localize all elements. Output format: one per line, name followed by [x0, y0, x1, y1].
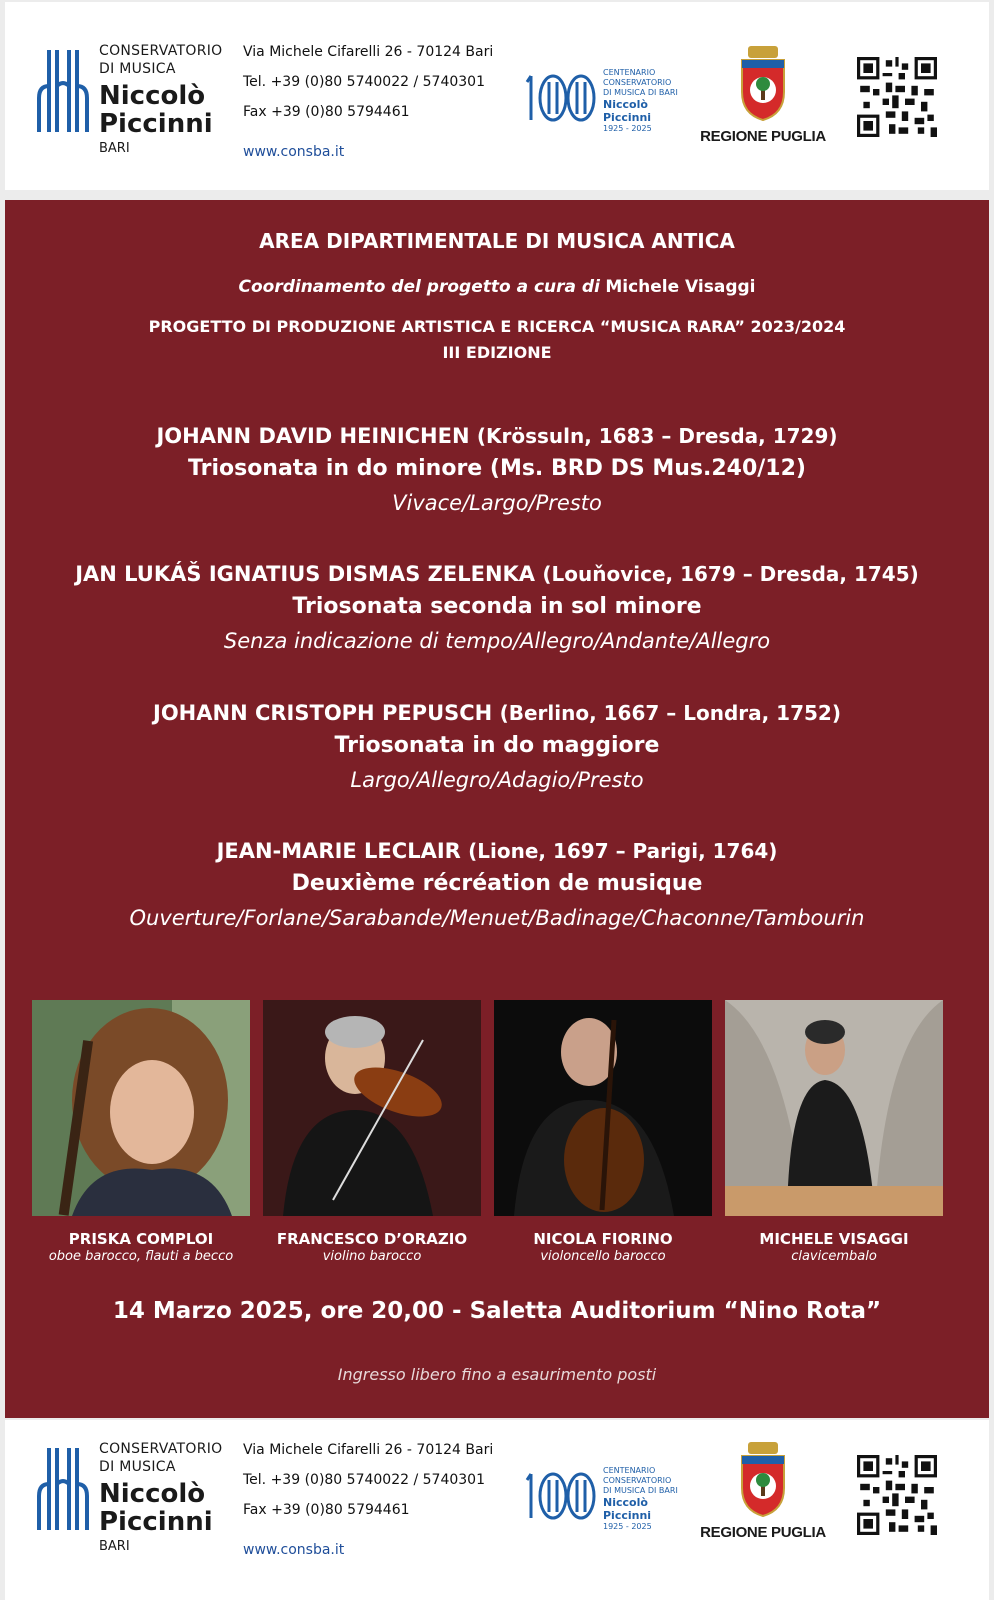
centenary-line5: Piccinni	[603, 111, 652, 124]
regione-label: REGIONE PUGLIA	[700, 128, 826, 145]
coordination-line	[5, 277, 989, 297]
header-bottom	[5, 1420, 989, 1600]
musician-card	[32, 1000, 250, 1264]
entry-note: Ingresso libero fino a esaurimento posti	[337, 1365, 657, 1384]
composer-name: JAN LUKÁŠ IGNATIUS DISMAS ZELENKA	[75, 562, 536, 586]
conservatorio-logo	[35, 1440, 235, 1554]
telephone: Tel. +39 (0)80 5740022 / 5740301	[243, 74, 485, 90]
musician-name: FRANCESCO D’ORAZIO	[276, 1230, 468, 1248]
logo-line5: BARI	[99, 141, 130, 156]
centenary-years: 1925 - 2025	[603, 124, 652, 133]
regione-label: REGIONE PUGLIA	[700, 1524, 826, 1541]
musician-card	[494, 1000, 712, 1264]
centenary-line3: DI MUSICA DI BARI	[603, 88, 678, 97]
regione-crest-icon	[738, 44, 788, 122]
regione-puglia-logo	[697, 1440, 829, 1555]
coordinator-name: Michele Visaggi	[605, 277, 756, 297]
centenary-100-icon	[525, 68, 599, 126]
centenary-line1: CENTENARIO	[603, 68, 656, 77]
musician-photo-michele	[725, 1000, 943, 1216]
logo-line3: Niccolò	[99, 1479, 206, 1509]
centenary-100-icon	[525, 1466, 599, 1524]
musician-photo-priska	[32, 1000, 250, 1216]
musician-role: violino barocco	[322, 1249, 422, 1264]
centenary-line3: DI MUSICA DI BARI	[603, 1486, 678, 1495]
centenary-line4: Niccolò	[603, 98, 648, 111]
poster-body	[5, 200, 989, 1418]
centenary-years: 1925 - 2025	[603, 1522, 652, 1531]
fax: Fax +39 (0)80 5794461	[243, 1502, 410, 1518]
program-item	[5, 420, 989, 520]
piece-title: Triosonata in do minore (Ms. BRD DS Mus.240/12)	[188, 456, 806, 481]
fax: Fax +39 (0)80 5794461	[243, 104, 410, 120]
logo-line1: CONSERVATORIO	[99, 43, 223, 59]
project-title	[5, 314, 989, 366]
regione-puglia-logo	[697, 44, 829, 159]
qr-code-icon[interactable]	[857, 1455, 937, 1535]
logo-line2: DI MUSICA	[99, 61, 176, 77]
piece-movements: Ouverture/Forlane/Sarabande/Menuet/Badinage/Chaconne/Tambourin	[129, 906, 865, 930]
program-item	[5, 835, 989, 935]
header-top	[5, 2, 989, 190]
centenary-line5: Piccinni	[603, 1509, 652, 1522]
organ-pipes-icon	[35, 1444, 93, 1534]
contact-block	[243, 40, 493, 170]
regione-crest-icon	[738, 1440, 788, 1518]
centenary-line4: Niccolò	[603, 1496, 648, 1509]
composer-dates: (Berlino, 1667 – Londra, 1752)	[499, 701, 841, 725]
centenary-line2: CONSERVATORIO	[603, 78, 672, 87]
piece-movements: Senza indicazione di tempo/Allegro/Andante/Allegro	[223, 629, 771, 653]
address: Via Michele Cifarelli 26 - 70124 Bari	[243, 1442, 494, 1458]
department-title: AREA DIPARTIMENTALE DI MUSICA ANTICA	[259, 229, 735, 253]
contact-block	[243, 1438, 493, 1568]
logo-line5: BARI	[99, 1539, 130, 1554]
musician-photo-nicola	[494, 1000, 712, 1216]
musician-photo-francesco	[263, 1000, 481, 1216]
logo-line4: Piccinni	[99, 109, 213, 139]
musician-name: MICHELE VISAGGI	[759, 1230, 909, 1248]
musician-name: NICOLA FIORINO	[533, 1230, 673, 1248]
composer-dates: (Krössuln, 1683 – Dresda, 1729)	[476, 424, 838, 448]
centenary-logo	[525, 1460, 695, 1555]
musician-role: oboe barocco, flauti a becco	[48, 1249, 234, 1264]
composer-dates: (Lione, 1697 – Parigi, 1764)	[468, 839, 778, 863]
piece-title: Deuxième récréation de musique	[291, 871, 703, 896]
piece-title: Triosonata in do maggiore	[334, 733, 660, 758]
musician-role: violoncello barocco	[540, 1249, 666, 1264]
qr-code-icon[interactable]	[857, 57, 937, 137]
organ-pipes-icon	[35, 46, 93, 136]
logo-line3: Niccolò	[99, 81, 206, 111]
musician-name: PRISKA COMPLOI	[68, 1230, 214, 1248]
logo-line4: Piccinni	[99, 1507, 213, 1537]
website-link[interactable]: www.consba.it	[243, 144, 345, 160]
conservatorio-logo	[35, 42, 235, 156]
piece-title: Triosonata seconda in sol minore	[292, 594, 702, 619]
musician-role: clavicembalo	[791, 1249, 877, 1264]
address: Via Michele Cifarelli 26 - 70124 Bari	[243, 44, 494, 60]
centenary-line1: CENTENARIO	[603, 1466, 656, 1475]
telephone: Tel. +39 (0)80 5740022 / 5740301	[243, 1472, 485, 1488]
logo-line1: CONSERVATORIO	[99, 1441, 223, 1457]
musician-card	[263, 1000, 481, 1264]
program-item	[5, 558, 989, 658]
composer-name: JOHANN DAVID HEINICHEN	[156, 424, 470, 448]
website-link[interactable]: www.consba.it	[243, 1542, 345, 1558]
centenary-logo	[525, 62, 695, 157]
centenary-line2: CONSERVATORIO	[603, 1476, 672, 1485]
project-line2: III EDIZIONE	[442, 343, 552, 362]
logo-line2: DI MUSICA	[99, 1459, 176, 1475]
piece-movements: Vivace/Largo/Presto	[392, 491, 602, 515]
event-date: 14 Marzo 2025, ore 20,00 - Saletta Auditorium “Nino Rota”	[112, 1298, 882, 1324]
project-line1: PROGETTO DI PRODUZIONE ARTISTICA E RICERCA “MUSICA RARA” 2023/2024	[148, 317, 846, 336]
composer-name: JEAN-MARIE LECLAIR	[216, 839, 461, 863]
piece-movements: Largo/Allegro/Adagio/Presto	[350, 768, 644, 792]
composer-name: JOHANN CRISTOPH PEPUSCH	[153, 701, 493, 725]
program-item	[5, 697, 989, 797]
composer-dates: (Louňovice, 1679 – Dresda, 1745)	[542, 562, 919, 586]
musician-card	[725, 1000, 943, 1264]
coordination-label: Coordinamento del progetto a cura di	[238, 277, 600, 297]
